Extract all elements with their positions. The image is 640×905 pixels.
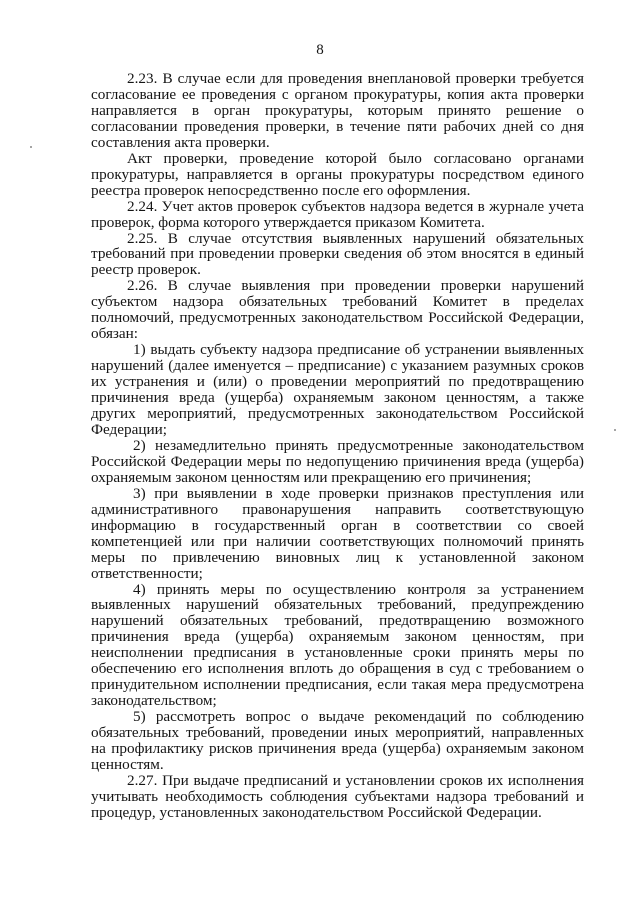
list-item-4: 4) принять меры по осуществлению контроля за устранением выявленных нарушений обязательных требований, предупреждению нарушений обязательных требований, предотвращению возможного причинения вреда (ущерба) охраняемым законом ценностям, при неисполнении предписания в установленные сроки принять меры по обеспечению его исполнения вплоть до обращения в суд с требованием о принудительном исполнении предписания, если такая мера предусмотрена законодательством; — [91, 580, 584, 710]
paragraph-2-25: 2.25. В случае отсутствия выявленных нарушений обязательных требований при проведении проверки сведения об этом вносятся в единый реестр проверок. — [91, 229, 584, 279]
paragraph-2-26: 2.26. В случае выявления при проведении проверки нарушений субъектом надзора обязательных требований Комитет в пределах полномочий, предусмотренных законодательством Российской Федерации, обязан: — [91, 277, 584, 343]
paragraph-act-of-inspection: Акт проверки, проведение которой было согласовано органами прокуратуры, направляется в органы прокуратуры посредством единого реестра проверок непосредственно после его оформления. — [91, 149, 584, 199]
paragraph-2-24: 2.24. Учет актов проверок субъектов надзора ведется в журнале учета проверок, форма которого утверждается приказом Комитета. — [91, 197, 584, 231]
scan-speck — [30, 146, 32, 148]
page-number: 8 — [316, 42, 324, 58]
paragraph-2-27: 2.27. При выдаче предписаний и установлении сроков их исполнения учитывать необходимость соблюдения субъектами надзора требований и процедур, установленных законодательством Российской Федерации. — [91, 771, 584, 821]
document-body — [91, 71, 584, 821]
list-item-1: 1) выдать субъекту надзора предписание об устранении выявленных нарушений (далее именуется – предписание) с указанием разумных сроков их устранения и (или) о проведении мероприятий по предотвращению причинения вреда (ущерба) охраняемым законом ценностям, а также других мероприятий, предусмотренных законодательством Российской Федерации; — [91, 341, 584, 438]
list-item-2: 2) незамедлительно принять предусмотренные законодательством Российской Федерации меры по недопущению причинения вреда (ущерба) охраняемым законом ценностям или прекращению его причинения; — [91, 436, 584, 486]
paragraph-2-23: 2.23. В случае если для проведения внеплановой проверки требуется согласование ее проведения с органом прокуратуры, копия акта проверки направляется в орган прокуратуры, которым принято решение о согласовании проведения проверки, в течение пяти рабочих дней со дня составления акта проверки. — [91, 70, 584, 151]
list-item-3: 3) при выявлении в ходе проверки признаков преступления или административного правонарушения направить соответствующую информацию в государственный орган в соответствии со своей компетенцией или при наличии соответствующих полномочий принять меры по привлечению виновных лиц к установленной законом ответственности; — [91, 484, 584, 582]
scan-speck — [614, 429, 616, 431]
list-item-5: 5) рассмотреть вопрос о выдаче рекомендаций по соблюдению обязательных требований, проведении иных мероприятий, направленных на профилактику рисков причинения вреда (ущерба) охраняемым законом ценностям. — [91, 708, 584, 773]
